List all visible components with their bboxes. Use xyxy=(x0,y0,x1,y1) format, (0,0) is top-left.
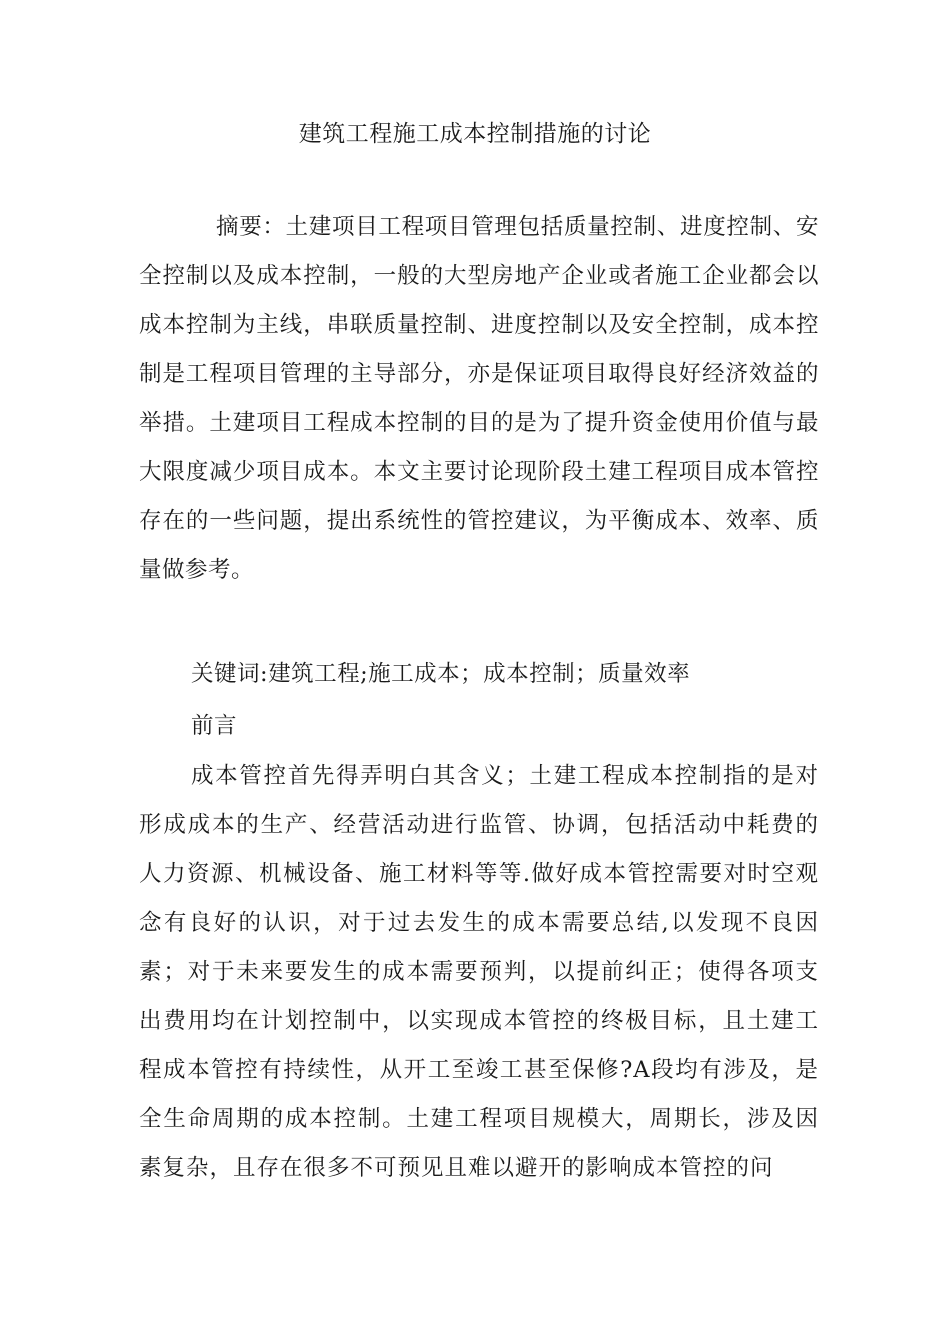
keywords-line: 关键词:建筑工程;施工成本；成本控制；质量效率 xyxy=(191,661,691,687)
intro-paragraph: 成本管控首先得弄明白其含义；土建工程成本控制指的是对形成成本的生产、经营活动进行监管、协调，包括活动中耗费的人力资源、机械设备、施工材料等等.做好成本管控需要对时空观念有良好的认识，对于过去发生的成本需要总结,以发现不良因素；对于未来要发生的成本需要预判，以提前纠正；使得各项支出费用均在计划控制中，以实现成本管控的终极目标，且土建工程成本管控有持续性，从开工至竣工甚至保修?A段均有涉及，是全生命周期的成本控制。土建工程项目规模大，周期长，涉及因素复杂，且存在很多不可预见且难以避开的影响成本管控的问 xyxy=(139,763,819,1181)
abstract-paragraph: 摘要：土建项目工程项目管理包括质量控制、进度控制、安全控制以及成本控制，一般的大型房地产企业或者施工企业都会以成本控制为主线，串联质量控制、进度控制以及安全控制，成本控制是工程项目管理的主导部分，亦是保证项目取得良好经济效益的举措。土建项目工程成本控制的目的是为了提升资金使用价值与最大限度减少项目成本。本文主要讨论现阶段土建工程项目成本管控存在的一些问题，提出系统性的管控建议，为平衡成本、效率、质量做参考。 xyxy=(139,214,819,583)
preface-heading: 前言 xyxy=(191,713,238,739)
document-title: 建筑工程施工成本控制措施的讨论 xyxy=(298,121,652,147)
